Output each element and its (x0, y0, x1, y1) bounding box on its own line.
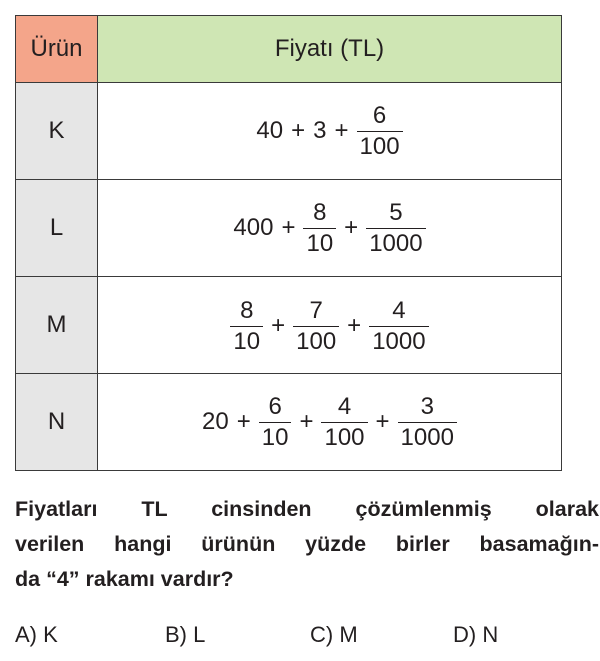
fraction-numerator: 6 (372, 101, 387, 129)
price-expression-cell (98, 277, 562, 374)
table-row (16, 83, 562, 180)
fraction-denominator: 10 (259, 422, 292, 450)
fraction (369, 296, 428, 355)
plus-operator: + (291, 117, 306, 144)
price-expression (233, 198, 425, 257)
fraction-numerator: 8 (240, 296, 254, 324)
integer-term: 3 (313, 117, 327, 144)
question-line: Fiyatları TL cinsinden çözümlenmiş olarak (15, 497, 599, 521)
fraction-denominator: 1000 (398, 422, 457, 450)
fraction-denominator: 1000 (369, 326, 428, 354)
fraction (321, 392, 367, 451)
plus-operator: + (375, 408, 390, 435)
fraction (398, 392, 457, 451)
integer-term: 40 (256, 117, 284, 144)
row-label: M (16, 277, 98, 374)
row-label: N (16, 374, 98, 471)
question-line: verilen hangi ürünün yüzde birler basamağın- (15, 532, 599, 556)
fraction-denominator: 10 (230, 326, 263, 354)
table-row (16, 374, 562, 471)
row-label: K (16, 83, 98, 180)
fraction-numerator: 3 (420, 392, 434, 420)
fraction (259, 392, 292, 451)
header-row (16, 16, 562, 83)
table-row (16, 277, 562, 374)
fraction-numerator: 4 (392, 296, 406, 324)
plus-operator: + (281, 214, 296, 241)
fraction-numerator: 7 (309, 296, 323, 324)
question-line: da “4” rakamı vardır? (15, 567, 234, 591)
fraction-numerator: 8 (313, 198, 327, 226)
plus-operator: + (334, 117, 349, 144)
price-expression-cell (98, 180, 562, 277)
fraction-numerator: 5 (389, 198, 403, 226)
price-expression-cell (98, 374, 562, 471)
fraction-numerator: 4 (337, 392, 352, 420)
price-expression (230, 296, 428, 355)
fraction (230, 296, 263, 355)
question-text (15, 492, 599, 597)
choice-b[interactable]: B) L (165, 622, 206, 647)
plus-operator: + (236, 408, 251, 435)
fraction (357, 101, 403, 160)
fraction-denominator: 1000 (366, 228, 425, 256)
integer-term: 20 (202, 408, 229, 435)
fraction (366, 198, 425, 257)
fraction (303, 198, 336, 257)
price-expression (202, 392, 457, 451)
fraction (293, 296, 339, 355)
row-label: L (16, 180, 98, 277)
plus-operator: + (271, 312, 286, 339)
plus-operator: + (344, 214, 359, 241)
fraction-numerator: 6 (268, 392, 282, 420)
fraction-denominator: 100 (321, 422, 367, 450)
header-price: Fiyatı (TL) (98, 16, 562, 83)
choice-c[interactable]: C) M (310, 622, 358, 647)
fraction-denominator: 100 (357, 131, 403, 159)
integer-term: 400 (233, 214, 274, 241)
plus-operator: + (347, 312, 362, 339)
choice-a[interactable]: A) K (15, 622, 58, 647)
price-table (15, 15, 562, 471)
fraction-denominator: 100 (293, 326, 339, 354)
table-row (16, 180, 562, 277)
fraction-denominator: 10 (303, 228, 336, 256)
price-expression-cell (98, 83, 562, 180)
plus-operator: + (299, 408, 314, 435)
choice-d[interactable]: D) N (453, 622, 499, 647)
header-product: Ürün (16, 16, 98, 83)
price-expression (256, 101, 402, 160)
